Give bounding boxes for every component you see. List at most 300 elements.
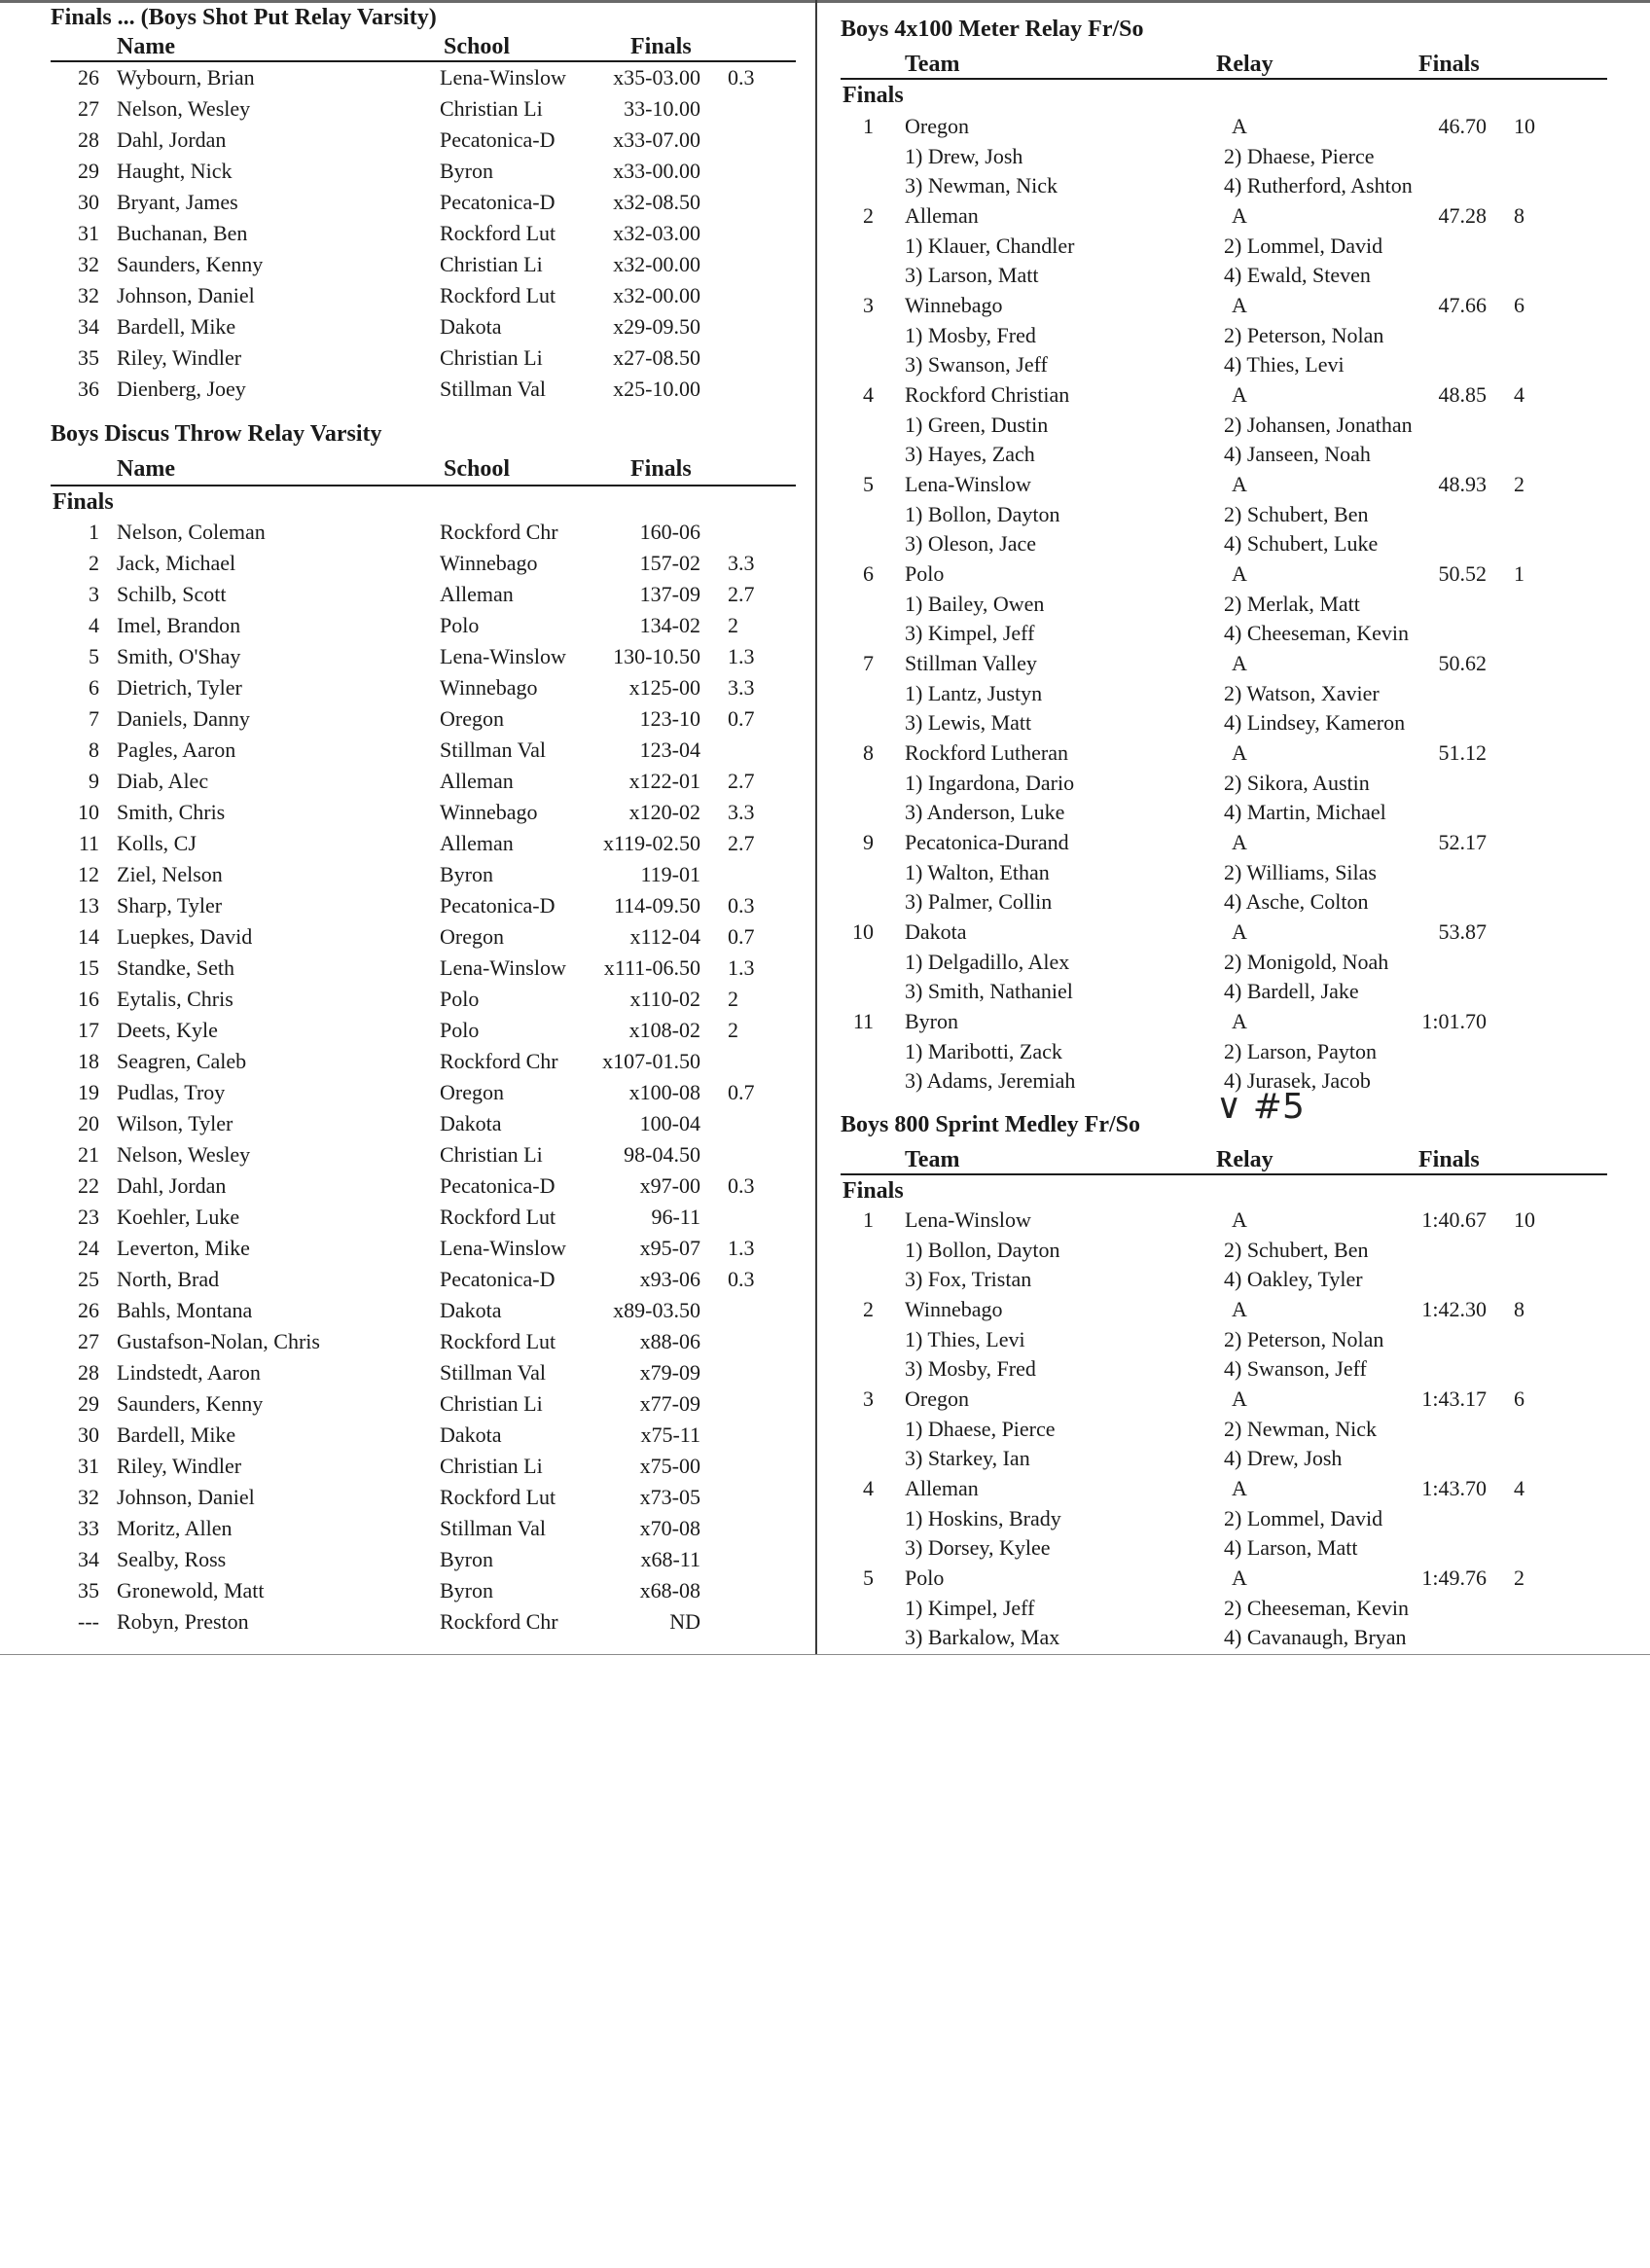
school-name: Lena-Winslow xyxy=(440,955,566,980)
runner-name: 2) Lommel, David xyxy=(1224,234,1383,258)
team-points: 4 xyxy=(1514,382,1524,407)
runner-name: 2) Watson, Xavier xyxy=(1224,681,1380,705)
team-place: 9 xyxy=(863,830,874,854)
result-place: 11 xyxy=(78,831,99,855)
runner-name: 4) Lindsey, Kameron xyxy=(1224,710,1406,735)
runner-name: 3) Oleson, Jace xyxy=(905,531,1037,556)
team-place: 4 xyxy=(863,1476,874,1500)
runner-name: 3) Anderson, Luke xyxy=(905,800,1065,824)
discus-section-label: Finals xyxy=(53,489,114,515)
team-name: Oregon xyxy=(905,1386,969,1411)
result-mark: x97-00 xyxy=(639,1173,700,1198)
result-place: 3 xyxy=(89,582,99,606)
runner-name: 4) Schubert, Luke xyxy=(1224,531,1379,556)
team-place: 1 xyxy=(863,114,874,138)
team-points: 2 xyxy=(1514,1566,1524,1590)
athlete-name: Eytalis, Chris xyxy=(117,987,233,1011)
school-name: Pecatonica-D xyxy=(440,1173,556,1198)
result-mark: x88-06 xyxy=(639,1329,700,1353)
result-mark: x32-03.00 xyxy=(613,221,700,245)
result-place: 6 xyxy=(89,675,99,700)
runner-name: 1) Maribotti, Zack xyxy=(905,1039,1062,1063)
result-mark: x119-02.50 xyxy=(602,831,700,855)
runner-name: 1) Ingardona, Dario xyxy=(905,771,1075,795)
runner-name: 1) Hoskins, Brady xyxy=(905,1506,1061,1530)
school-name: Rockford Lut xyxy=(440,1205,556,1229)
athlete-name: Dietrich, Tyler xyxy=(117,675,242,700)
result-mark: x32-08.50 xyxy=(613,190,700,214)
team-time: 47.66 xyxy=(1438,293,1487,317)
school-name: Christian Li xyxy=(440,1454,543,1478)
result-mark: x122-01 xyxy=(628,769,700,793)
athlete-name: Riley, Windler xyxy=(117,1454,242,1478)
relay-letter: A xyxy=(1232,1297,1247,1321)
discus-header-finals: Finals xyxy=(630,456,692,482)
athlete-name: Johnson, Daniel xyxy=(117,1485,255,1509)
runner-name: 3) Smith, Nathaniel xyxy=(905,979,1073,1003)
runner-name: 4) Asche, Colton xyxy=(1224,889,1369,914)
result-mark: x75-11 xyxy=(640,1422,700,1447)
result-place: 32 xyxy=(78,1485,99,1509)
team-name: Stillman Valley xyxy=(905,651,1037,675)
team-place: 2 xyxy=(863,1297,874,1321)
result-points: 0.3 xyxy=(728,1267,755,1291)
athlete-name: Kolls, CJ xyxy=(117,831,197,855)
school-name: Rockford Lut xyxy=(440,221,556,245)
team-name: Dakota xyxy=(905,919,967,944)
relay-letter: A xyxy=(1232,1386,1247,1411)
medley-header-relay: Relay xyxy=(1216,1147,1273,1172)
result-place: 20 xyxy=(78,1111,99,1135)
shot-put-title: Finals ... (Boys Shot Put Relay Varsity) xyxy=(51,5,437,30)
runner-name: 4) Ewald, Steven xyxy=(1224,263,1371,287)
result-place: 31 xyxy=(78,1454,99,1478)
team-time: 51.12 xyxy=(1438,740,1487,765)
team-name: Alleman xyxy=(905,203,979,228)
athlete-name: Luepkes, David xyxy=(117,924,253,949)
school-name: Pecatonica-D xyxy=(440,893,556,918)
result-place: 30 xyxy=(78,190,99,214)
team-points: 10 xyxy=(1514,114,1535,138)
result-mark: 130-10.50 xyxy=(613,644,700,668)
school-name: Byron xyxy=(440,862,493,886)
athlete-name: Bardell, Mike xyxy=(117,314,236,339)
runner-name: 3) Mosby, Fred xyxy=(905,1356,1036,1381)
athlete-name: Saunders, Kenny xyxy=(117,252,264,276)
athlete-name: Wybourn, Brian xyxy=(117,65,255,90)
result-mark: 98-04.50 xyxy=(624,1142,700,1167)
school-name: Alleman xyxy=(440,769,514,793)
team-name: Winnebago xyxy=(905,293,1003,317)
athlete-name: Standke, Seth xyxy=(117,955,234,980)
result-mark: 160-06 xyxy=(639,520,700,544)
team-name: Rockford Christian xyxy=(905,382,1070,407)
result-points: 2.7 xyxy=(728,769,755,793)
result-place: 8 xyxy=(89,738,99,762)
athlete-name: Seagren, Caleb xyxy=(117,1049,247,1073)
runner-name: 1) Thies, Levi xyxy=(905,1327,1025,1351)
athlete-name: Gustafson-Nolan, Chris xyxy=(117,1329,320,1353)
athlete-name: Riley, Windler xyxy=(117,345,242,370)
relay-letter: A xyxy=(1232,203,1247,228)
runner-name: 4) Jurasek, Jacob xyxy=(1224,1068,1371,1093)
team-place: 6 xyxy=(863,561,874,586)
school-name: Oregon xyxy=(440,706,504,731)
result-place: 26 xyxy=(78,65,99,90)
result-mark: 100-04 xyxy=(639,1111,700,1135)
result-points: 0.7 xyxy=(728,924,755,949)
medley-section-label: Finals xyxy=(843,1178,904,1204)
team-name: Rockford Lutheran xyxy=(905,740,1068,765)
result-place: 26 xyxy=(78,1298,99,1322)
team-time: 1:42.30 xyxy=(1421,1297,1487,1321)
relay-letter: A xyxy=(1232,1009,1247,1033)
runner-name: 2) Monigold, Noah xyxy=(1224,950,1389,974)
result-place: --- xyxy=(78,1609,99,1634)
team-time: 47.28 xyxy=(1438,203,1487,228)
runner-name: 3) Palmer, Collin xyxy=(905,889,1053,914)
team-points: 4 xyxy=(1514,1476,1524,1500)
team-time: 1:40.67 xyxy=(1421,1207,1487,1232)
athlete-name: Schilb, Scott xyxy=(117,582,227,606)
result-points: 3.3 xyxy=(728,675,755,700)
team-points: 6 xyxy=(1514,1386,1524,1411)
school-name: Stillman Val xyxy=(440,738,546,762)
runner-name: 2) Cheeseman, Kevin xyxy=(1224,1596,1409,1620)
result-mark: x89-03.50 xyxy=(613,1298,700,1322)
result-place: 12 xyxy=(78,862,99,886)
school-name: Rockford Chr xyxy=(440,1609,558,1634)
school-name: Pecatonica-D xyxy=(440,127,556,152)
result-place: 35 xyxy=(78,1578,99,1602)
result-points: 1.3 xyxy=(728,644,755,668)
relay-letter: A xyxy=(1232,651,1247,675)
athlete-name: Pudlas, Troy xyxy=(117,1080,226,1104)
school-name: Stillman Val xyxy=(440,377,546,401)
result-points: 3.3 xyxy=(728,551,755,575)
athlete-name: Gronewold, Matt xyxy=(117,1578,265,1602)
school-name: Byron xyxy=(440,159,493,183)
runner-name: 1) Dhaese, Pierce xyxy=(905,1417,1056,1441)
school-name: Winnebago xyxy=(440,800,538,824)
team-place: 3 xyxy=(863,293,874,317)
result-mark: x75-00 xyxy=(639,1454,700,1478)
team-points: 10 xyxy=(1514,1207,1535,1232)
runner-name: 4) Drew, Josh xyxy=(1224,1446,1343,1470)
runner-name: 3) Kimpel, Jeff xyxy=(905,621,1035,645)
runner-name: 3) Dorsey, Kylee xyxy=(905,1535,1051,1560)
team-time: 53.87 xyxy=(1438,919,1487,944)
column-divider xyxy=(815,0,817,1654)
athlete-name: Nelson, Coleman xyxy=(117,520,266,544)
discus-title: Boys Discus Throw Relay Varsity xyxy=(51,421,382,447)
medley-header-rule xyxy=(841,1173,1607,1175)
runner-name: 2) Schubert, Ben xyxy=(1224,1238,1369,1262)
team-name: Winnebago xyxy=(905,1297,1003,1321)
result-points: 2 xyxy=(728,987,738,1011)
team-name: Byron xyxy=(905,1009,958,1033)
runner-name: 3) Newman, Nick xyxy=(905,173,1058,198)
school-name: Oregon xyxy=(440,1080,504,1104)
school-name: Alleman xyxy=(440,831,514,855)
result-place: 2 xyxy=(89,551,99,575)
result-place: 27 xyxy=(78,1329,99,1353)
relay-letter: A xyxy=(1232,830,1247,854)
result-place: 31 xyxy=(78,221,99,245)
team-time: 1:49.76 xyxy=(1421,1566,1487,1590)
medley-header-team: Team xyxy=(905,1147,960,1172)
athlete-name: Moritz, Allen xyxy=(117,1516,233,1540)
result-place: 27 xyxy=(78,96,99,121)
relay_4x100-title: Boys 4x100 Meter Relay Fr/So xyxy=(841,17,1144,42)
team-place: 7 xyxy=(863,651,874,675)
result-mark: 123-04 xyxy=(639,738,700,762)
relay-letter: A xyxy=(1232,740,1247,765)
school-name: Byron xyxy=(440,1578,493,1602)
runner-name: 4) Swanson, Jeff xyxy=(1224,1356,1367,1381)
school-name: Dakota xyxy=(440,1298,502,1322)
athlete-name: Nelson, Wesley xyxy=(117,96,251,121)
team-name: Pecatonica-Durand xyxy=(905,830,1069,854)
school-name: Dakota xyxy=(440,314,502,339)
team-time: 48.85 xyxy=(1438,382,1487,407)
athlete-name: Haught, Nick xyxy=(117,159,233,183)
runner-name: 2) Sikora, Austin xyxy=(1224,771,1370,795)
athlete-name: Sharp, Tyler xyxy=(117,893,223,918)
athlete-name: Johnson, Daniel xyxy=(117,283,255,307)
result-points: 0.7 xyxy=(728,1080,755,1104)
result-mark: 134-02 xyxy=(639,613,700,637)
runner-name: 2) Williams, Silas xyxy=(1224,860,1377,884)
runner-name: 2) Lommel, David xyxy=(1224,1506,1383,1530)
runner-name: 3) Adams, Jeremiah xyxy=(905,1068,1076,1093)
athlete-name: Koehler, Luke xyxy=(117,1205,240,1229)
result-points: 2 xyxy=(728,1018,738,1042)
runner-name: 1) Green, Dustin xyxy=(905,413,1049,437)
runner-name: 2) Johansen, Jonathan xyxy=(1224,413,1413,437)
team-time: 52.17 xyxy=(1438,830,1487,854)
result-place: 7 xyxy=(89,706,99,731)
result-mark: 33-10.00 xyxy=(624,96,700,121)
result-mark: x29-09.50 xyxy=(613,314,700,339)
athlete-name: Imel, Brandon xyxy=(117,613,241,637)
athlete-name: Robyn, Preston xyxy=(117,1609,249,1634)
athlete-name: Deets, Kyle xyxy=(117,1018,218,1042)
runner-name: 1) Klauer, Chandler xyxy=(905,234,1075,258)
result-place: 30 xyxy=(78,1422,99,1447)
team-time: 1:43.17 xyxy=(1421,1386,1487,1411)
shot-put-header-school: School xyxy=(444,34,511,59)
runner-name: 2) Merlak, Matt xyxy=(1224,592,1360,616)
school-name: Polo xyxy=(440,1018,480,1042)
team-time: 48.93 xyxy=(1438,472,1487,496)
result-points: 2.7 xyxy=(728,582,755,606)
result-place: 18 xyxy=(78,1049,99,1073)
athlete-name: Smith, O'Shay xyxy=(117,644,241,668)
medley-header-finals: Finals xyxy=(1418,1147,1480,1172)
result-points: 2.7 xyxy=(728,831,755,855)
result-mark: x112-04 xyxy=(629,924,700,949)
handwritten-annotation: ∨ #5 xyxy=(1216,1087,1305,1127)
school-name: Alleman xyxy=(440,582,514,606)
runner-name: 4) Bardell, Jake xyxy=(1224,979,1359,1003)
school-name: Rockford Chr xyxy=(440,1049,558,1073)
relay-letter: A xyxy=(1232,114,1247,138)
result-mark: 96-11 xyxy=(651,1205,700,1229)
runner-name: 3) Barkalow, Max xyxy=(905,1625,1060,1649)
result-mark: 119-01 xyxy=(640,862,700,886)
result-points: 0.3 xyxy=(728,893,755,918)
result-mark: ND xyxy=(669,1609,700,1634)
athlete-name: Dienberg, Joey xyxy=(117,377,246,401)
athlete-name: Wilson, Tyler xyxy=(117,1111,233,1135)
result-mark: x107-01.50 xyxy=(602,1049,700,1073)
athlete-name: Buchanan, Ben xyxy=(117,221,248,245)
relay_4x100-section-label: Finals xyxy=(843,83,904,108)
athlete-name: Lindstedt, Aaron xyxy=(117,1360,261,1385)
school-name: Polo xyxy=(440,987,480,1011)
runner-name: 4) Thies, Levi xyxy=(1224,352,1345,377)
result-mark: x32-00.00 xyxy=(613,252,700,276)
runner-name: 1) Bailey, Owen xyxy=(905,592,1045,616)
result-mark: x100-08 xyxy=(628,1080,700,1104)
team-time: 50.52 xyxy=(1438,561,1487,586)
team-time: 1:43.70 xyxy=(1421,1476,1487,1500)
result-points: 3.3 xyxy=(728,800,755,824)
result-place: 29 xyxy=(78,159,99,183)
result-place: 28 xyxy=(78,1360,99,1385)
result-place: 32 xyxy=(78,252,99,276)
team-place: 4 xyxy=(863,382,874,407)
school-name: Stillman Val xyxy=(440,1516,546,1540)
result-place: 13 xyxy=(78,893,99,918)
relay-letter: A xyxy=(1232,293,1247,317)
athlete-name: Jack, Michael xyxy=(117,551,236,575)
result-mark: x110-02 xyxy=(629,987,700,1011)
discus-header-name: Name xyxy=(117,456,175,482)
athlete-name: Nelson, Wesley xyxy=(117,1142,251,1167)
runner-name: 4) Martin, Michael xyxy=(1224,800,1386,824)
result-place: 14 xyxy=(78,924,99,949)
athlete-name: Ziel, Nelson xyxy=(117,862,223,886)
result-place: 35 xyxy=(78,345,99,370)
relay-letter: A xyxy=(1232,919,1247,944)
runner-name: 3) Fox, Tristan xyxy=(905,1267,1032,1291)
runner-name: 1) Walton, Ethan xyxy=(905,860,1050,884)
shot-put-header-finals: Finals xyxy=(630,34,692,59)
result-mark: 114-09.50 xyxy=(613,893,700,918)
school-name: Christian Li xyxy=(440,1142,543,1167)
result-place: 34 xyxy=(78,314,99,339)
team-place: 8 xyxy=(863,740,874,765)
athlete-name: Bahls, Montana xyxy=(117,1298,253,1322)
athlete-name: Daniels, Danny xyxy=(117,706,250,731)
shot-put-header-rule xyxy=(51,60,796,62)
school-name: Oregon xyxy=(440,924,504,949)
result-place: 5 xyxy=(89,644,99,668)
relay-letter: A xyxy=(1232,472,1247,496)
school-name: Byron xyxy=(440,1547,493,1571)
result-place: 24 xyxy=(78,1236,99,1260)
shot-put-header-name: Name xyxy=(117,34,175,59)
team-name: Polo xyxy=(905,561,945,586)
school-name: Pecatonica-D xyxy=(440,190,556,214)
runner-name: 2) Peterson, Nolan xyxy=(1224,1327,1384,1351)
result-place: 4 xyxy=(89,613,99,637)
result-place: 33 xyxy=(78,1516,99,1540)
result-place: 17 xyxy=(78,1018,99,1042)
school-name: Winnebago xyxy=(440,675,538,700)
discus-header-rule xyxy=(51,485,796,486)
runner-name: 4) Oakley, Tyler xyxy=(1224,1267,1363,1291)
team-name: Lena-Winslow xyxy=(905,472,1031,496)
result-mark: x33-00.00 xyxy=(613,159,700,183)
result-points: 1.3 xyxy=(728,1236,755,1260)
team-place: 5 xyxy=(863,1566,874,1590)
school-name: Rockford Lut xyxy=(440,1329,556,1353)
school-name: Winnebago xyxy=(440,551,538,575)
relay-letter: A xyxy=(1232,1207,1247,1232)
runner-name: 4) Cheeseman, Kevin xyxy=(1224,621,1409,645)
school-name: Dakota xyxy=(440,1422,502,1447)
team-points: 8 xyxy=(1514,1297,1524,1321)
result-place: 36 xyxy=(78,377,99,401)
runner-name: 4) Cavanaugh, Bryan xyxy=(1224,1625,1407,1649)
result-points: 0.7 xyxy=(728,706,755,731)
athlete-name: Saunders, Kenny xyxy=(117,1391,264,1416)
result-mark: x95-07 xyxy=(639,1236,700,1260)
school-name: Christian Li xyxy=(440,1391,543,1416)
runner-name: 2) Larson, Payton xyxy=(1224,1039,1378,1063)
team-place: 11 xyxy=(852,1009,874,1033)
relay-letter: A xyxy=(1232,382,1247,407)
result-place: 15 xyxy=(78,955,99,980)
result-place: 21 xyxy=(78,1142,99,1167)
result-mark: x70-08 xyxy=(639,1516,700,1540)
athlete-name: North, Brad xyxy=(117,1267,220,1291)
team-points: 8 xyxy=(1514,203,1524,228)
team-points: 2 xyxy=(1514,472,1524,496)
result-place: 1 xyxy=(89,520,99,544)
runner-name: 1) Drew, Josh xyxy=(905,144,1023,168)
result-mark: x93-06 xyxy=(639,1267,700,1291)
relay_4x100-header-finals: Finals xyxy=(1418,52,1480,77)
result-place: 9 xyxy=(89,769,99,793)
scan-top-edge xyxy=(0,0,1650,3)
result-points: 2 xyxy=(728,613,738,637)
page-bottom-rule xyxy=(0,1654,1650,1655)
result-mark: x25-10.00 xyxy=(613,377,700,401)
runner-name: 1) Lantz, Justyn xyxy=(905,681,1043,705)
runner-name: 3) Larson, Matt xyxy=(905,263,1039,287)
runner-name: 3) Lewis, Matt xyxy=(905,710,1032,735)
runner-name: 2) Newman, Nick xyxy=(1224,1417,1378,1441)
result-place: 29 xyxy=(78,1391,99,1416)
school-name: Stillman Val xyxy=(440,1360,546,1385)
result-mark: 157-02 xyxy=(639,551,700,575)
school-name: Pecatonica-D xyxy=(440,1267,556,1291)
school-name: Lena-Winslow xyxy=(440,65,566,90)
runner-name: 1) Mosby, Fred xyxy=(905,323,1036,347)
team-name: Alleman xyxy=(905,1476,979,1500)
school-name: Lena-Winslow xyxy=(440,1236,566,1260)
result-place: 32 xyxy=(78,283,99,307)
result-place: 23 xyxy=(78,1205,99,1229)
school-name: Lena-Winslow xyxy=(440,644,566,668)
team-points: 6 xyxy=(1514,293,1524,317)
result-mark: x35-03.00 xyxy=(613,65,700,90)
result-mark: 123-10 xyxy=(639,706,700,731)
